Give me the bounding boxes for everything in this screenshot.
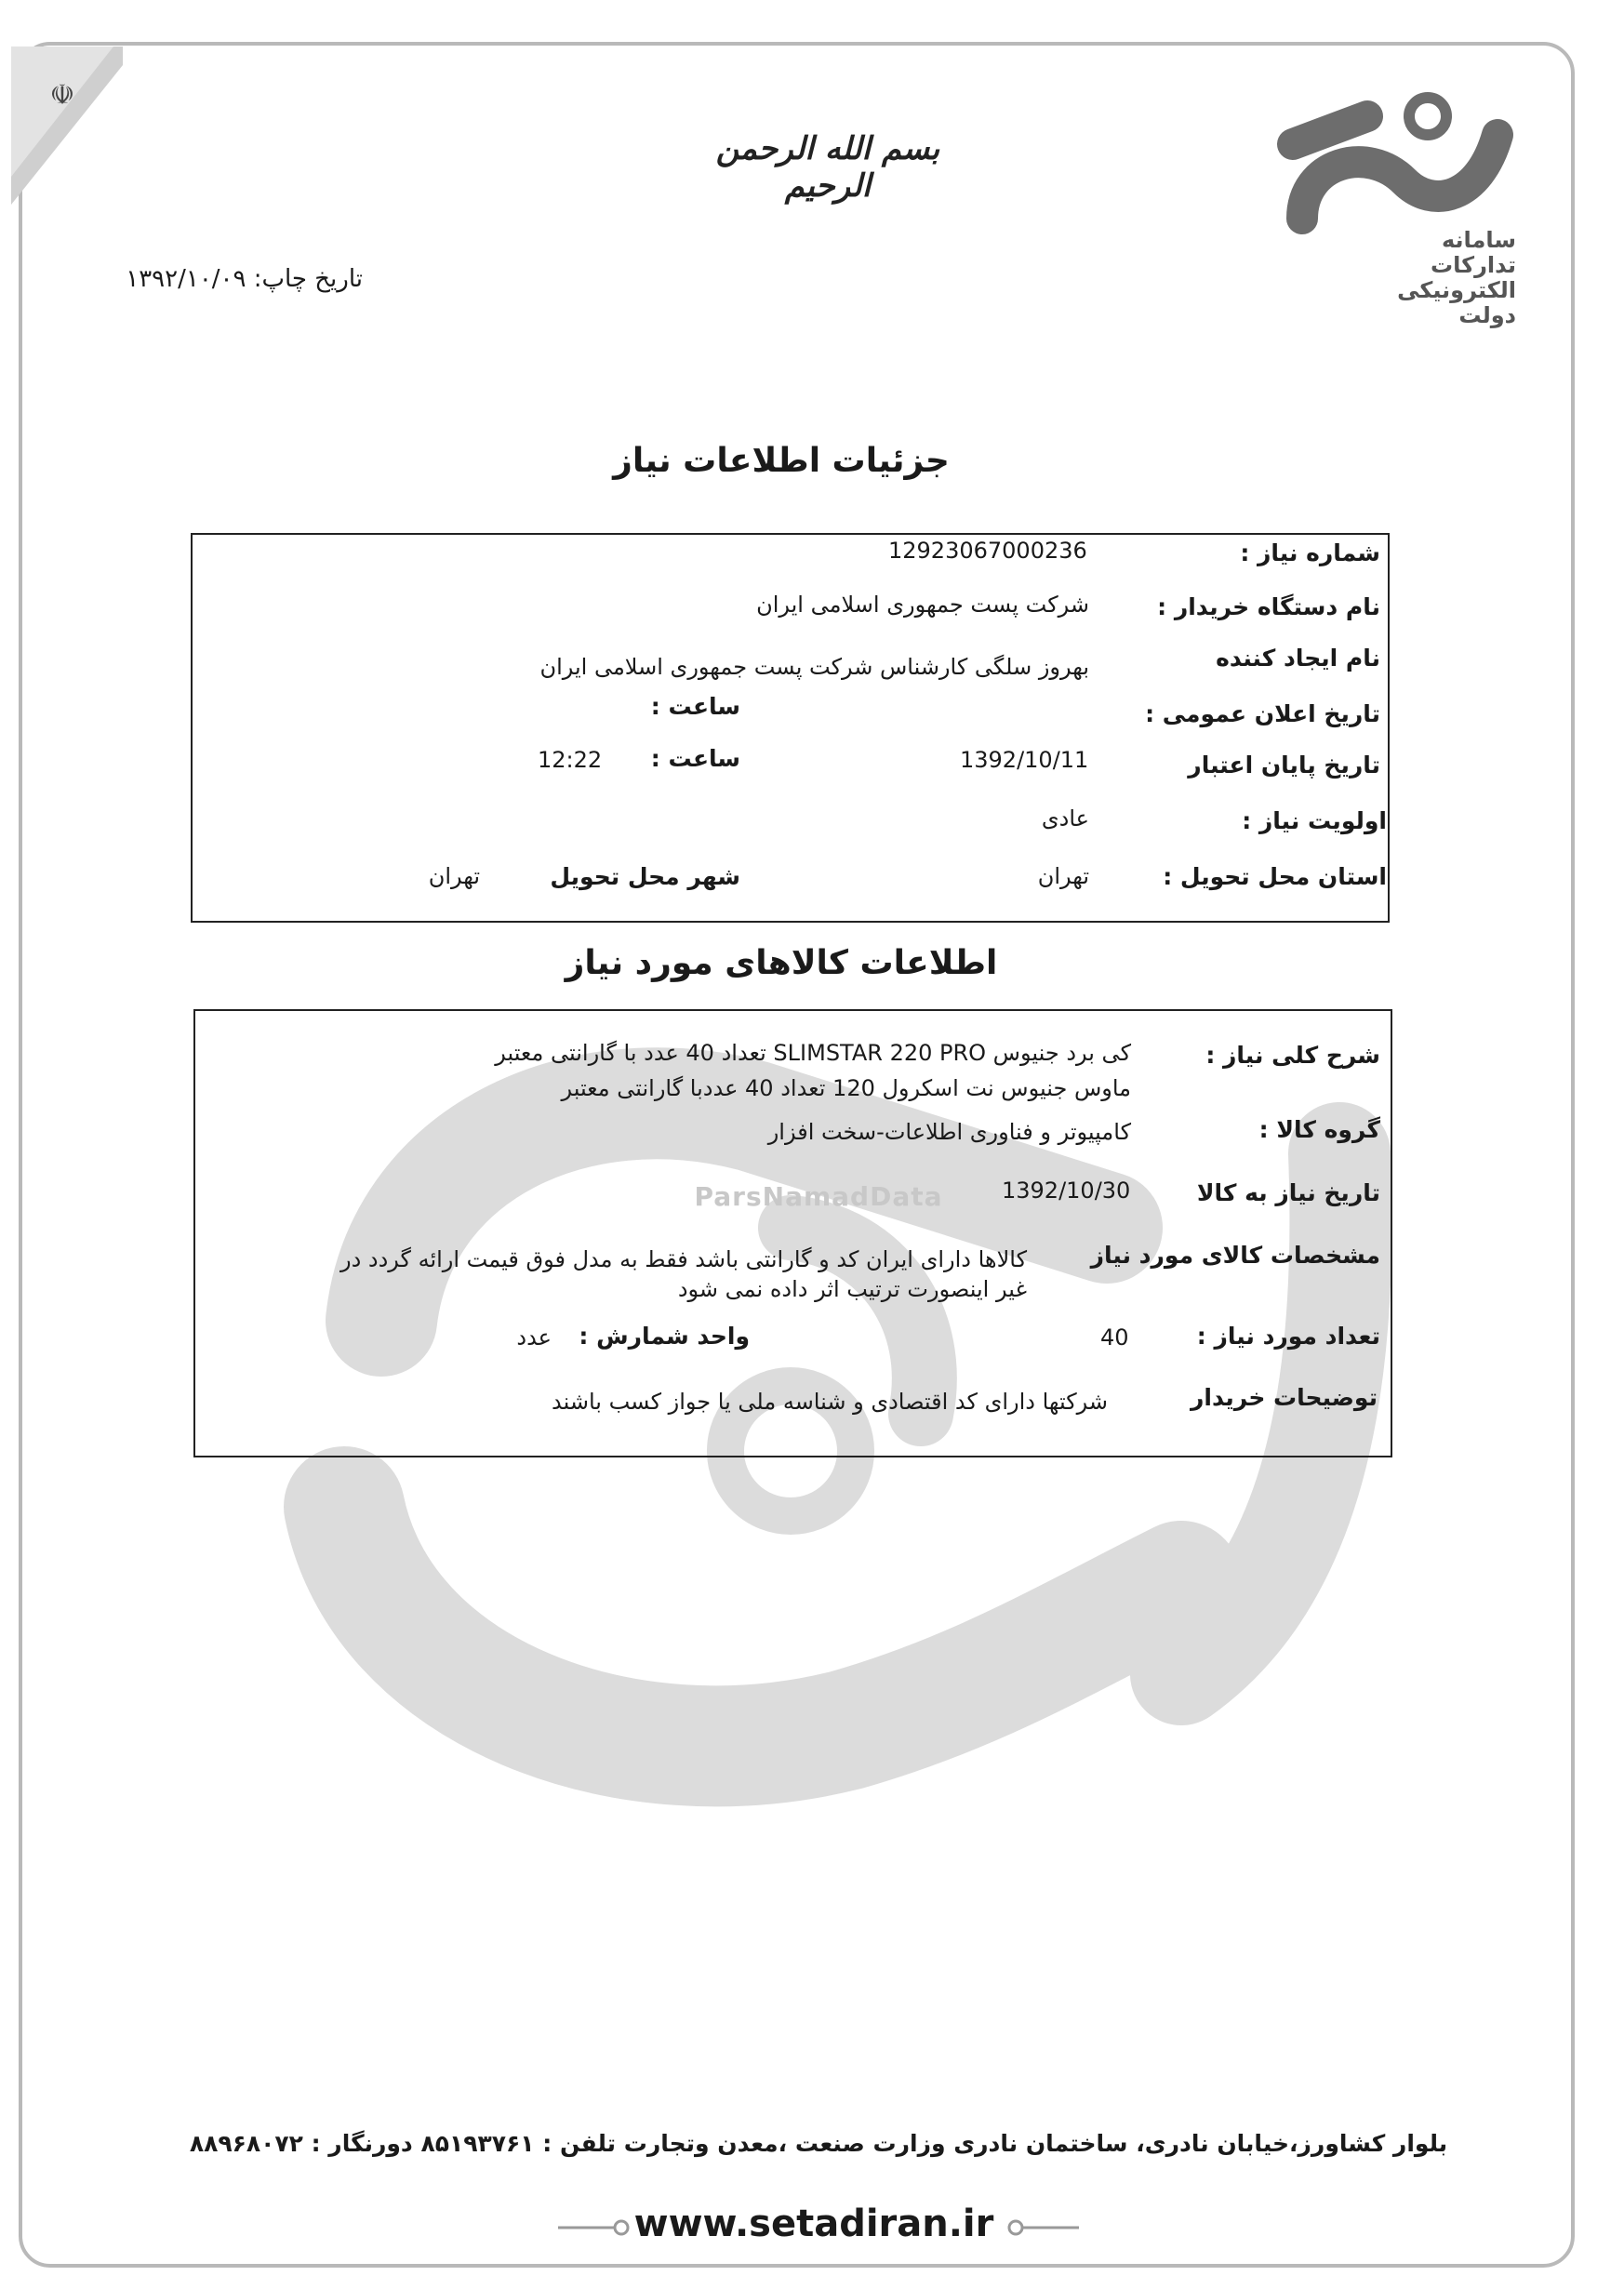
specs-line2: غیر اینصورت ترتیب اثر داده نمی شود	[677, 1276, 1027, 1302]
quantity-value: 40	[1100, 1324, 1129, 1351]
logo-line: الکترونیکی	[1397, 277, 1516, 303]
footer-website[interactable]: www.setadiran.ir	[633, 2202, 994, 2245]
buyer-notes-value: شرکتها دارای کد اقتصادی و شناسه ملی یا جواز کسب باشند	[552, 1389, 1108, 1415]
unit-value: عدد	[516, 1324, 552, 1351]
need-number-value: 12923067000236	[888, 538, 1087, 564]
validity-end-date: 1392/10/11	[960, 747, 1089, 773]
print-date-value: ۱۳۹۲/۱۰/۰۹	[126, 265, 246, 293]
group-value: کامپیوتر و فناوری اطلاعات-سخت افزار	[767, 1119, 1131, 1145]
logo-line: تدارکات	[1430, 252, 1516, 278]
city-label: شهر محل تحویل	[550, 863, 740, 890]
province-value: تهران	[1037, 863, 1089, 889]
watermark-text: ParsNamadData	[694, 1181, 943, 1212]
iran-emblem-icon	[11, 47, 123, 205]
buyer-org-label: نام دستگاه خریدار :	[1157, 593, 1380, 620]
specs-line1: کالاها دارای ایران کد و گارانتی باشد فقط به مدل فوق قیمت ارائه گردد در	[340, 1246, 1027, 1272]
unit-label: واحد شمارش :	[579, 1323, 750, 1350]
province-label: استان محل تحویل :	[1163, 863, 1387, 890]
group-label: گروه کالا :	[1258, 1116, 1380, 1143]
creator-label: نام ایجاد کننده	[1216, 645, 1380, 672]
public-notice-time-label: ساعت :	[650, 693, 740, 720]
logo-line: سامانه	[1441, 227, 1516, 253]
buyer-org-value: شرکت پست جمهوری اسلامی ایران	[756, 592, 1089, 618]
creator-value: بهروز سلگی کارشناس شرکت پست جمهوری اسلامی ایران	[539, 654, 1089, 680]
seta-logo	[1265, 79, 1535, 358]
validity-end-time: 12:22	[538, 747, 603, 773]
city-value: تهران	[428, 863, 480, 889]
print-date	[65, 265, 363, 293]
priority-value: عادی	[1041, 805, 1089, 832]
footer-address: بلوار کشاورز،خیابان نادری، ساختمان نادری وزارت صنعت ،معدن وتجارت تلفن : ۸۵۱۹۳۷۶۱ دورنگار : ۸۸۹۶۸۰۷۲	[189, 2130, 1448, 2157]
buyer-notes-label: توضیحات خریدار	[1190, 1384, 1378, 1411]
bismillah: بسم الله الرحمن الرحيم	[715, 130, 940, 205]
print-date-label: تاریخ چاپ:	[253, 265, 363, 293]
specs-label: مشخصات کالای مورد نیاز	[1090, 1242, 1380, 1269]
need-number-label: شماره نیاز :	[1240, 539, 1380, 566]
svg-text:☫: ☫	[49, 79, 75, 112]
description-line2: ماوس جنیوس نت اسکرول 120 تعداد 40 عددبا گارانتی معتبر	[561, 1075, 1131, 1101]
logo-line: دولت	[1458, 302, 1516, 328]
need-date-label: تاریخ نیاز به کالا	[1196, 1179, 1380, 1206]
need-info-title: جزئیات اطلاعات نیاز	[613, 442, 950, 480]
priority-label: اولویت نیاز :	[1242, 807, 1387, 834]
description-line1: کی برد جنیوس SLIMSTAR 220 PRO تعداد 40 عدد با گارانتی معتبر	[495, 1040, 1131, 1066]
quantity-label: تعداد مورد نیاز :	[1196, 1323, 1380, 1350]
description-label: شرح کلی نیاز :	[1205, 1042, 1380, 1069]
validity-end-time-label: ساعت :	[650, 745, 740, 772]
validity-end-label: تاریخ پایان اعتبار	[1188, 752, 1380, 779]
goods-info-title: اطلاعات کالاهای مورد نیاز	[565, 944, 998, 982]
public-notice-date-label: تاریخ اعلان عمومی :	[1145, 700, 1380, 727]
need-date-value: 1392/10/30	[1002, 1178, 1131, 1204]
